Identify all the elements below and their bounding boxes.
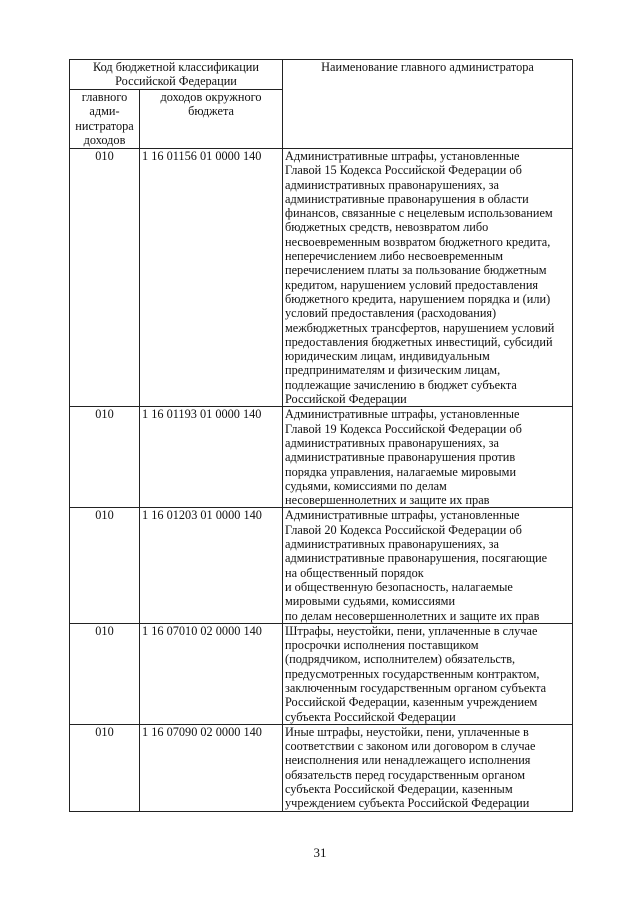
name-text-line: обязательств перед государственным органом	[285, 767, 525, 782]
name-text-line: учреждением субъекта Российской Федерации	[285, 796, 530, 811]
income-code-cell: 1 16 01203 01 0000 140	[140, 508, 283, 623]
name-text-line: административные правонарушения против	[285, 450, 516, 465]
name-text-line: просрочки исполнения поставщиком	[285, 638, 479, 653]
name-text-line: Российской Федерации, казенным учреждением	[285, 695, 538, 710]
table-row	[70, 407, 573, 508]
name-text-line: на общественный порядок	[285, 565, 424, 580]
name-text-line: административных правонарушениях, за	[285, 177, 499, 192]
income-code-cell: 1 16 01156 01 0000 140	[140, 149, 283, 407]
name-text-line: судьями, комиссиями по делам	[285, 478, 447, 493]
name-text-line: по делам несовершеннолетних и защите их прав	[285, 608, 540, 623]
name-text-line: несвоевременным возвратом бюджетного кредита,	[285, 234, 551, 249]
name-text-line: Штрафы, неустойки, пени, уплаченные в случае	[285, 623, 538, 638]
table-header-row	[70, 60, 573, 90]
name-text-line: административных правонарушениях, за	[285, 537, 499, 552]
admin-code-cell: 010	[70, 623, 140, 724]
name-text-line: соответствии с законом или договором в случае	[285, 739, 536, 754]
admin-code-cell: 010	[70, 508, 140, 623]
administrator-name-cell	[283, 724, 573, 811]
administrator-name-cell	[283, 407, 573, 508]
income-code-cell: 1 16 07090 02 0000 140	[140, 724, 283, 811]
name-text-line: Административные штрафы, установленные	[285, 407, 520, 422]
name-text-line: административных правонарушениях, за	[285, 435, 499, 450]
name-text-line: предоставления бюджетных инвестиций, субсидий	[285, 334, 553, 349]
name-text-line: неисполнения или ненадлежащего исполнения	[285, 753, 531, 768]
name-text-line: перечислением платы за пользование бюджетным	[285, 263, 547, 278]
name-text-line: административные правонарушения в области	[285, 191, 529, 206]
page-number: 31	[313, 845, 327, 860]
name-text-line: мировыми судьями, комиссиями	[285, 594, 456, 609]
administrator-name-cell	[283, 623, 573, 724]
name-text-line: несовершеннолетних и защите их прав	[285, 493, 490, 508]
name-text-line: предпринимателям и физическим лицам,	[285, 363, 501, 378]
admin-column-header: главного адми- нистратора доходов	[70, 90, 140, 149]
name-text-line: Российской Федерации	[285, 392, 407, 407]
table-row	[70, 508, 573, 623]
table-body	[70, 149, 573, 812]
budget-classification-table	[69, 59, 573, 812]
name-text-line: субъекта Российской Федерации	[285, 709, 456, 724]
name-text-line: (подрядчиком, исполнителем) обязательств,	[285, 652, 516, 667]
name-text-line: Главой 20 Кодекса Российской Федерации об	[285, 522, 522, 537]
name-text-line: бюджетных средств, невозвратом либо	[285, 220, 489, 235]
name-text-line: порядка управления, налагаемые мировыми	[285, 464, 517, 479]
name-text-line: Административные штрафы, установленные	[285, 149, 520, 163]
name-text-line: бюджетного кредита, нарушением порядка и (или)	[285, 291, 551, 306]
name-text-line: условий предоставления (расходования)	[285, 306, 497, 321]
name-text-line: юридическим лицам, индивидуальным	[285, 349, 490, 364]
name-text-line: и общественную безопасность, налагаемые	[285, 579, 513, 594]
admin-code-cell: 010	[70, 724, 140, 811]
administrator-name-cell	[283, 149, 573, 407]
income-code-cell: 1 16 07010 02 0000 140	[140, 623, 283, 724]
table-row	[70, 724, 573, 811]
admin-code-cell: 010	[70, 149, 140, 407]
income-code-cell: 1 16 01193 01 0000 140	[140, 407, 283, 508]
code-group-header: Код бюджетной классификации Российской Федерации	[70, 60, 283, 90]
table-row	[70, 149, 573, 407]
name-text-line: административные правонарушения, посягающие	[285, 551, 548, 566]
income-column-header: доходов окружного бюджета	[140, 90, 283, 149]
name-text-line: кредитом, нарушением условий предоставления	[285, 277, 539, 292]
name-text-line: субъекта Российской Федерации, казенным	[285, 782, 513, 797]
admin-code-cell: 010	[70, 407, 140, 508]
name-text-line: подлежащие зачислению в бюджет субъекта	[285, 377, 517, 392]
name-text-line: Иные штрафы, неустойки, пени, уплаченные в	[285, 724, 529, 739]
name-text-line: предусмотренных государственным контрактом,	[285, 666, 540, 681]
name-text-line: межбюджетных трансфертов, нарушением условий	[285, 320, 555, 335]
name-text-line: Главой 19 Кодекса Российской Федерации об	[285, 421, 522, 436]
name-text-line: Административные штрафы, установленные	[285, 508, 520, 523]
name-column-header: Наименование главного администратора	[283, 60, 573, 149]
administrator-name-cell	[283, 508, 573, 623]
name-text-line: заключенным государственным органом субъекта	[285, 680, 547, 695]
name-text-line: финансов, связанные с нецелевым использованием	[285, 206, 553, 221]
name-text-line: неперечислением либо несвоевременным	[285, 249, 504, 264]
table-row	[70, 623, 573, 724]
name-text-line: Главой 15 Кодекса Российской Федерации об	[285, 163, 522, 178]
